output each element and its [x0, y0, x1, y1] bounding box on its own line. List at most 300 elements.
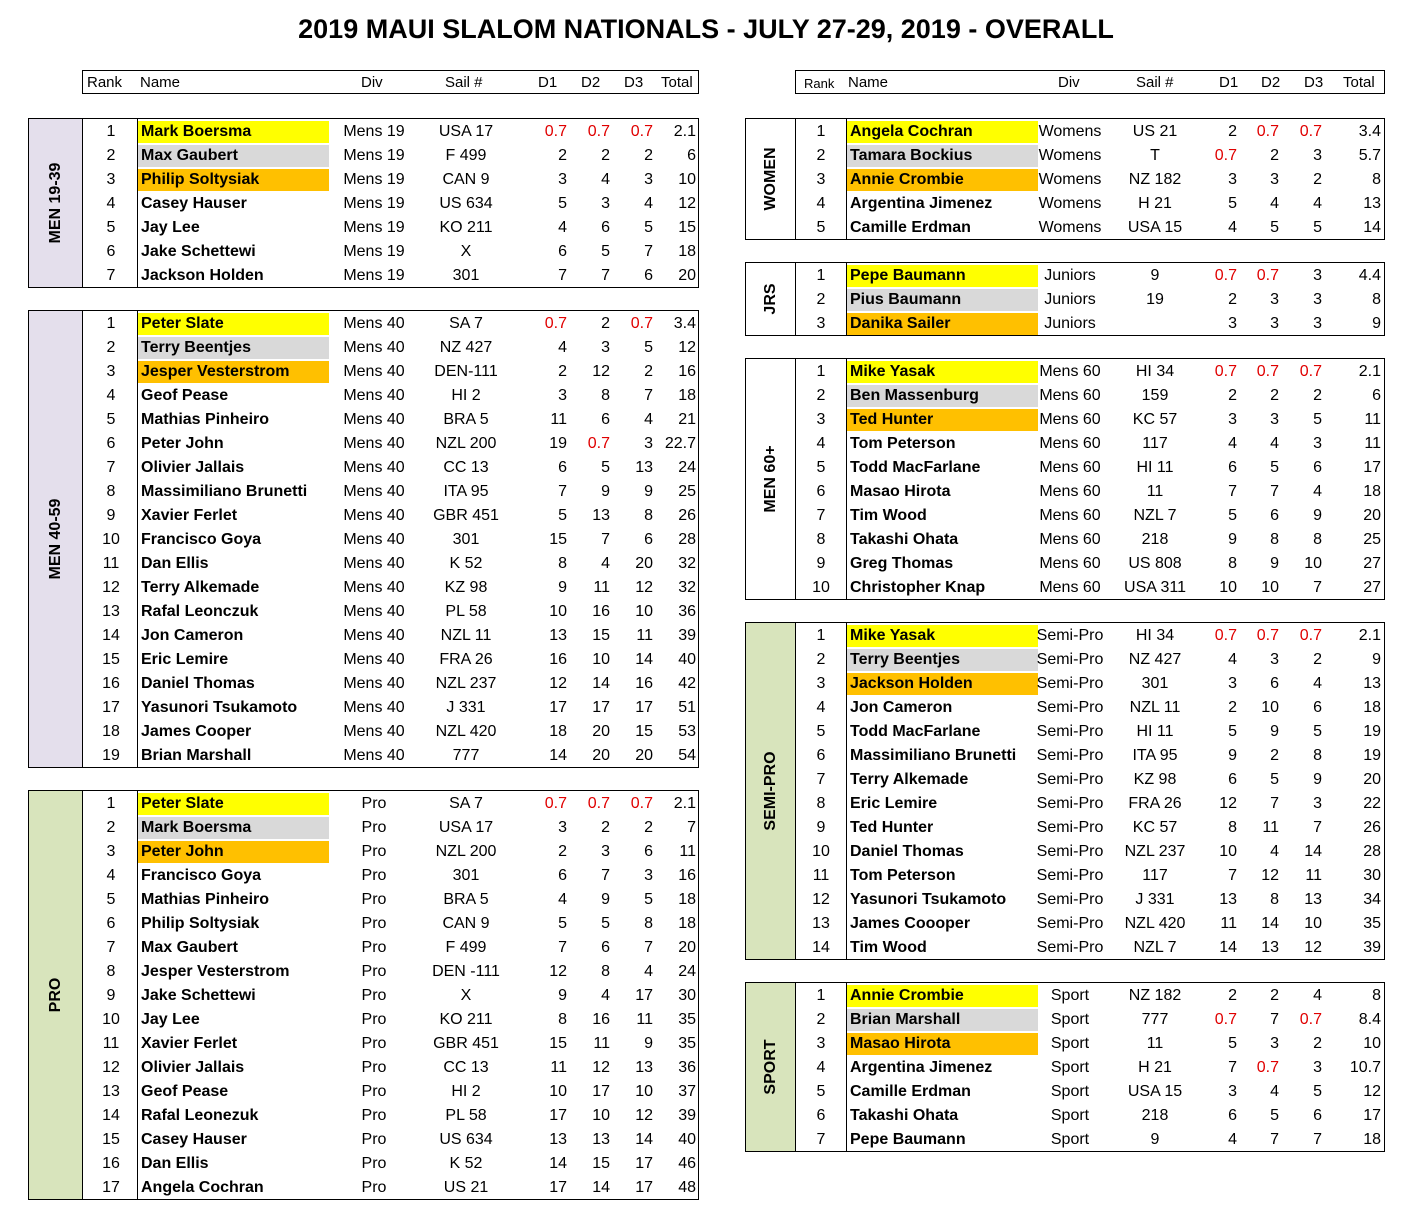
d2-cell: 0.7	[587, 795, 610, 812]
total-cell: 16	[678, 867, 696, 884]
sail-cell: 301	[452, 531, 480, 548]
d2-cell: 4	[1270, 1083, 1279, 1100]
d1-cell: 14	[1219, 939, 1237, 956]
d1-cell: 5	[558, 507, 567, 524]
name-cell: Terry Alkemade	[141, 579, 260, 596]
header-name: Name	[848, 74, 889, 91]
div-cell: Pro	[361, 1107, 387, 1124]
d2-cell: 7	[1270, 795, 1279, 812]
d2-cell: 11	[1262, 819, 1279, 836]
d2-cell: 3	[1270, 291, 1279, 308]
d3-cell: 17	[635, 987, 653, 1004]
total-cell: 12	[678, 195, 696, 212]
table-row	[29, 408, 698, 432]
table-row	[29, 360, 698, 384]
table-row	[29, 672, 698, 696]
d2-cell: 3	[601, 339, 610, 356]
d1-cell: 4	[558, 339, 567, 356]
d2-cell: 0.7	[1256, 267, 1279, 284]
name-cell: Francisco Goya	[141, 531, 262, 548]
d3-cell: 0.7	[1299, 627, 1322, 644]
d3-cell: 7	[1313, 819, 1322, 836]
table-row	[29, 744, 698, 768]
sail-cell: HI 2	[451, 387, 481, 404]
d1-cell: 8	[558, 555, 567, 572]
d1-cell: 3	[558, 819, 567, 836]
div-cell: Pro	[361, 1155, 387, 1172]
total-cell: 8	[1372, 987, 1381, 1004]
group-semi-pro	[745, 622, 1385, 960]
total-cell: 2.1	[1358, 627, 1381, 644]
d1-cell: 10	[549, 603, 567, 620]
total-cell: 36	[678, 1059, 696, 1076]
sail-cell: CAN 9	[442, 171, 490, 188]
sail-cell: CC 13	[443, 1059, 489, 1076]
name-cell: Argentina Jimenez	[850, 195, 993, 212]
rank-cell: 3	[106, 171, 116, 188]
rank-cell: 7	[106, 939, 116, 956]
name-cell: Mike Yasak	[850, 363, 936, 380]
rank-cell: 4	[816, 1059, 826, 1076]
table-row	[746, 168, 1384, 192]
header-rank: Rank	[804, 76, 835, 91]
rank-cell: 9	[106, 507, 116, 524]
name-cell: Tom Peterson	[850, 867, 956, 884]
d3-cell: 20	[635, 747, 653, 764]
d3-cell: 11	[636, 1011, 653, 1028]
d1-cell: 2	[558, 843, 567, 860]
total-cell: 28	[1363, 843, 1381, 860]
table-row	[29, 528, 698, 552]
d3-cell: 17	[635, 699, 653, 716]
total-cell: 22	[1363, 795, 1381, 812]
rank-cell: 4	[106, 195, 116, 212]
total-cell: 36	[678, 603, 696, 620]
total-cell: 2.1	[673, 123, 696, 140]
table-row	[29, 648, 698, 672]
div-cell: Juniors	[1044, 291, 1096, 308]
name-cell: Jackson Holden	[850, 675, 973, 692]
d3-cell: 2	[1313, 387, 1322, 404]
table-row	[29, 432, 698, 456]
table-row	[29, 456, 698, 480]
d2-cell: 2	[1270, 147, 1279, 164]
div-cell: Mens 60	[1039, 531, 1101, 548]
d3-cell: 0.7	[630, 123, 653, 140]
d1-cell: 9	[1228, 747, 1237, 764]
table-row	[29, 1080, 698, 1104]
d3-cell: 3	[1313, 435, 1322, 452]
table-row	[29, 888, 698, 912]
header-sail: Sail #	[1136, 74, 1174, 91]
table-row	[29, 504, 698, 528]
d3-cell: 4	[1313, 195, 1322, 212]
rank-cell: 9	[816, 819, 826, 836]
sail-cell: NZL 237	[1124, 843, 1186, 860]
sail-cell: 301	[452, 867, 480, 884]
div-cell: Mens 19	[343, 219, 405, 236]
name-cell: James Coooper	[850, 915, 971, 932]
total-cell: 25	[678, 483, 696, 500]
total-cell: 11	[1364, 411, 1381, 428]
d3-cell: 9	[1313, 507, 1322, 524]
rank-cell: 2	[816, 387, 826, 404]
rank-cell: 6	[106, 435, 116, 452]
group-women	[745, 118, 1385, 240]
rank-cell: 11	[102, 555, 120, 572]
name-cell: Jake Schettewi	[141, 243, 256, 260]
sail-cell: 9	[1150, 1131, 1160, 1148]
name-cell: Jackson Holden	[141, 267, 264, 284]
table-row	[746, 744, 1384, 768]
d2-cell: 3	[1270, 171, 1279, 188]
sail-cell: 218	[1141, 531, 1169, 548]
d3-cell: 14	[635, 1131, 653, 1148]
sail-cell: NZL 420	[435, 723, 497, 740]
sail-cell: NZL 420	[1124, 915, 1186, 932]
d2-cell: 3	[1270, 411, 1279, 428]
div-cell: Semi-Pro	[1036, 891, 1104, 908]
rank-cell: 13	[812, 915, 830, 932]
table-row	[746, 840, 1384, 864]
d3-cell: 11	[636, 627, 653, 644]
sail-cell: KC 57	[1132, 411, 1178, 428]
name-cell: Xavier Ferlet	[141, 1035, 238, 1052]
total-cell: 46	[678, 1155, 696, 1172]
d1-cell: 4	[558, 891, 567, 908]
name-cell: Rafal Leonezuk	[141, 1107, 259, 1124]
rank-cell: 15	[102, 1131, 120, 1148]
d1-cell: 13	[1219, 891, 1237, 908]
d1-cell: 10	[549, 1083, 567, 1100]
d1-cell: 3	[1228, 411, 1237, 428]
total-cell: 11	[1364, 435, 1381, 452]
sail-cell: HI 34	[1135, 627, 1175, 644]
d3-cell: 7	[1313, 1131, 1322, 1148]
d1-cell: 10	[1219, 843, 1237, 860]
rank-cell: 8	[106, 483, 116, 500]
total-cell: 24	[678, 963, 696, 980]
div-cell: Semi-Pro	[1036, 771, 1104, 788]
header-total: Total	[661, 74, 693, 91]
rank-cell: 11	[102, 1035, 120, 1052]
table-row	[746, 1128, 1384, 1152]
rank-cell: 12	[102, 1059, 120, 1076]
div-cell: Semi-Pro	[1036, 627, 1104, 644]
d3-cell: 12	[1304, 939, 1322, 956]
div-cell: Mens 40	[343, 555, 405, 572]
d2-cell: 14	[592, 675, 610, 692]
d2-cell: 8	[601, 963, 610, 980]
total-cell: 17	[1363, 1107, 1381, 1124]
sail-cell: NZL 11	[1129, 699, 1181, 716]
d2-cell: 13	[592, 507, 610, 524]
d2-cell: 0.7	[1256, 363, 1279, 380]
sail-cell: J 331	[446, 699, 486, 716]
total-cell: 5.7	[1358, 147, 1381, 164]
rank-cell: 1	[106, 123, 116, 140]
d1-cell: 2	[1228, 699, 1237, 716]
d2-cell: 3	[601, 195, 610, 212]
d3-cell: 5	[644, 219, 653, 236]
rank-cell: 5	[106, 891, 116, 908]
name-cell: Max Gaubert	[141, 939, 238, 956]
d3-cell: 8	[644, 915, 653, 932]
total-cell: 35	[1363, 915, 1381, 932]
div-cell: Mens 60	[1039, 483, 1101, 500]
d3-cell: 2	[644, 147, 653, 164]
d1-cell: 2	[1228, 291, 1237, 308]
rank-cell: 5	[816, 459, 826, 476]
d1-cell: 0.7	[1214, 267, 1237, 284]
table-row	[746, 264, 1384, 288]
d1-cell: 16	[549, 651, 567, 668]
total-cell: 34	[1363, 891, 1381, 908]
name-cell: Christopher Knap	[850, 579, 986, 596]
name-cell: Pepe Baumann	[850, 267, 966, 284]
total-cell: 39	[678, 627, 696, 644]
d1-cell: 6	[558, 867, 567, 884]
d2-cell: 8	[1270, 891, 1279, 908]
d2-cell: 20	[592, 723, 610, 740]
div-cell: Pro	[361, 891, 387, 908]
rank-cell: 6	[816, 1107, 826, 1124]
table-row	[746, 648, 1384, 672]
d1-cell: 0.7	[1214, 363, 1237, 380]
table-row	[29, 552, 698, 576]
table-row	[746, 312, 1384, 336]
sail-cell: F 499	[445, 939, 487, 956]
d1-cell: 5	[558, 195, 567, 212]
group-label-text: WOMEN	[761, 147, 779, 211]
rank-cell: 13	[102, 603, 120, 620]
d3-cell: 3	[1313, 291, 1322, 308]
rank-cell: 3	[816, 411, 826, 428]
table-row	[746, 816, 1384, 840]
name-cell: Takashi Ohata	[850, 1107, 959, 1124]
div-cell: Mens 40	[343, 579, 405, 596]
d1-cell: 17	[549, 1107, 567, 1124]
sail-cell: X	[460, 243, 472, 260]
table-row	[29, 168, 698, 192]
d2-cell: 3	[1270, 1035, 1279, 1052]
rank-cell: 8	[816, 795, 826, 812]
sail-cell: NZL 11	[440, 627, 492, 644]
rank-cell: 14	[102, 1107, 120, 1124]
div-cell: Pro	[361, 843, 387, 860]
d1-cell: 12	[549, 675, 567, 692]
table-row	[746, 888, 1384, 912]
div-cell: Mens 60	[1039, 507, 1101, 524]
div-cell: Semi-Pro	[1036, 795, 1104, 812]
name-cell: Annie Crombie	[850, 987, 964, 1004]
total-cell: 8	[1372, 291, 1381, 308]
total-cell: 9	[1372, 651, 1381, 668]
d1-cell: 5	[558, 915, 567, 932]
d2-cell: 7	[601, 531, 610, 548]
d1-cell: 15	[549, 531, 567, 548]
d3-cell: 15	[635, 723, 653, 740]
rank-cell: 12	[812, 891, 830, 908]
div-cell: Mens 60	[1039, 459, 1101, 476]
div-cell: Sport	[1050, 987, 1090, 1004]
d1-cell: 6	[558, 243, 567, 260]
rank-cell: 9	[106, 987, 116, 1004]
table-row	[746, 456, 1384, 480]
d3-cell: 3	[644, 867, 653, 884]
group-sport	[745, 982, 1385, 1152]
d1-cell: 0.7	[1214, 147, 1237, 164]
d3-cell: 8	[1313, 531, 1322, 548]
d1-cell: 2	[1228, 987, 1237, 1004]
rank-cell: 6	[106, 243, 116, 260]
d2-cell: 9	[601, 891, 610, 908]
total-cell: 17	[1363, 459, 1381, 476]
group-label-text: MEN 19-39	[46, 162, 64, 244]
d1-cell: 11	[550, 411, 567, 428]
div-cell: Mens 60	[1039, 363, 1101, 380]
name-cell: Brian Marshall	[141, 747, 252, 764]
rank-cell: 2	[816, 291, 826, 308]
d2-cell: 7	[1270, 483, 1279, 500]
table-row	[746, 984, 1384, 1008]
sail-cell: NZL 7	[1133, 507, 1177, 524]
d2-cell: 17	[592, 699, 610, 716]
d2-cell: 7	[601, 267, 610, 284]
sail-cell: DEN-111	[434, 363, 498, 380]
group-label-text: JRS	[761, 283, 779, 315]
div-cell: Mens 40	[343, 723, 405, 740]
div-cell: Pro	[361, 987, 387, 1004]
div-cell: Sport	[1050, 1083, 1090, 1100]
d2-cell: 5	[1270, 219, 1279, 236]
name-cell: Philip Soltysiak	[141, 915, 260, 932]
d1-cell: 0.7	[544, 123, 567, 140]
rank-cell: 4	[816, 195, 826, 212]
div-cell: Mens 19	[343, 267, 405, 284]
d3-cell: 0.7	[630, 315, 653, 332]
sail-cell: SA 7	[449, 315, 483, 332]
sail-cell: CAN 9	[442, 915, 490, 932]
d2-cell: 2	[1270, 987, 1279, 1004]
d2-cell: 6	[1270, 507, 1279, 524]
total-cell: 28	[678, 531, 696, 548]
total-cell: 19	[1363, 747, 1381, 764]
d3-cell: 16	[635, 675, 653, 692]
div-cell: Pro	[361, 1131, 387, 1148]
sail-cell: NZL 7	[1133, 939, 1177, 956]
name-cell: Philip Soltysiak	[141, 171, 260, 188]
table-row	[746, 720, 1384, 744]
d2-cell: 13	[1261, 939, 1279, 956]
sail-cell: HI 34	[1135, 363, 1175, 380]
div-cell: Mens 40	[343, 411, 405, 428]
header-div: Div	[1058, 74, 1080, 91]
d1-cell: 3	[1228, 1083, 1237, 1100]
d3-cell: 2	[1313, 651, 1322, 668]
d1-cell: 3	[558, 171, 567, 188]
table-row	[29, 816, 698, 840]
d2-cell: 14	[1261, 915, 1279, 932]
d1-cell: 8	[1228, 819, 1237, 836]
d2-cell: 9	[1270, 555, 1279, 572]
table-row	[746, 624, 1384, 648]
d1-cell: 3	[1228, 675, 1237, 692]
total-cell: 32	[678, 555, 696, 572]
d2-cell: 12	[592, 363, 610, 380]
d1-cell: 4	[1228, 1131, 1237, 1148]
name-cell: Tim Wood	[850, 507, 927, 524]
name-cell: Yasunori Tsukamoto	[850, 891, 1007, 908]
d2-cell: 5	[601, 459, 610, 476]
d3-cell: 6	[1313, 699, 1322, 716]
rank-cell: 1	[106, 795, 116, 812]
sail-cell: 218	[1141, 1107, 1169, 1124]
table-row	[746, 912, 1384, 936]
total-cell: 24	[678, 459, 696, 476]
d2-cell: 5	[601, 915, 610, 932]
name-cell: Geof Pease	[141, 387, 229, 404]
total-cell: 32	[678, 579, 696, 596]
rank-cell: 7	[106, 459, 116, 476]
rank-cell: 10	[102, 1011, 120, 1028]
rank-cell: 7	[816, 771, 826, 788]
d1-cell: 7	[558, 483, 567, 500]
d3-cell: 4	[1313, 675, 1322, 692]
sail-cell: 301	[452, 267, 480, 284]
div-cell: Semi-Pro	[1036, 723, 1104, 740]
table-row	[746, 1008, 1384, 1032]
sail-cell: 159	[1141, 387, 1169, 404]
d1-cell: 0.7	[1214, 627, 1237, 644]
table-row	[29, 1056, 698, 1080]
table-row	[29, 384, 698, 408]
name-cell: Todd MacFarlane	[850, 459, 981, 476]
name-cell: Ben Massenburg	[850, 387, 979, 404]
sail-cell: PL 58	[445, 1107, 487, 1124]
header-d2: D2	[581, 74, 601, 91]
div-cell: Mens 40	[343, 699, 405, 716]
d3-cell: 5	[1313, 1083, 1322, 1100]
total-cell: 18	[1363, 699, 1381, 716]
name-cell: Xavier Ferlet	[141, 507, 238, 524]
sail-cell: US 21	[443, 1179, 489, 1196]
name-cell: Angela Cochran	[141, 1179, 264, 1196]
sail-cell: 777	[1141, 1011, 1169, 1028]
rank-cell: 7	[816, 507, 826, 524]
name-cell: Argentina Jimenez	[850, 1059, 993, 1076]
name-cell: Rafal Leonczuk	[141, 603, 259, 620]
name-cell: Greg Thomas	[850, 555, 954, 572]
d3-cell: 7	[644, 243, 653, 260]
sail-cell: US 634	[439, 195, 493, 212]
d2-cell: 2	[1270, 387, 1279, 404]
header-total: Total	[1343, 74, 1375, 91]
rank-cell: 7	[816, 1131, 826, 1148]
div-cell: Pro	[361, 819, 387, 836]
total-cell: 20	[678, 267, 696, 284]
name-cell: Jon Cameron	[141, 627, 244, 644]
name-cell: Eric Lemire	[850, 795, 938, 812]
d2-cell: 6	[601, 219, 610, 236]
table-row	[746, 528, 1384, 552]
div-cell: Womens	[1038, 171, 1102, 188]
rank-cell: 4	[106, 387, 116, 404]
d3-cell: 0.7	[1299, 1011, 1322, 1028]
d3-cell: 5	[1313, 219, 1322, 236]
table-row	[746, 120, 1384, 144]
div-cell: Mens 60	[1039, 387, 1101, 404]
